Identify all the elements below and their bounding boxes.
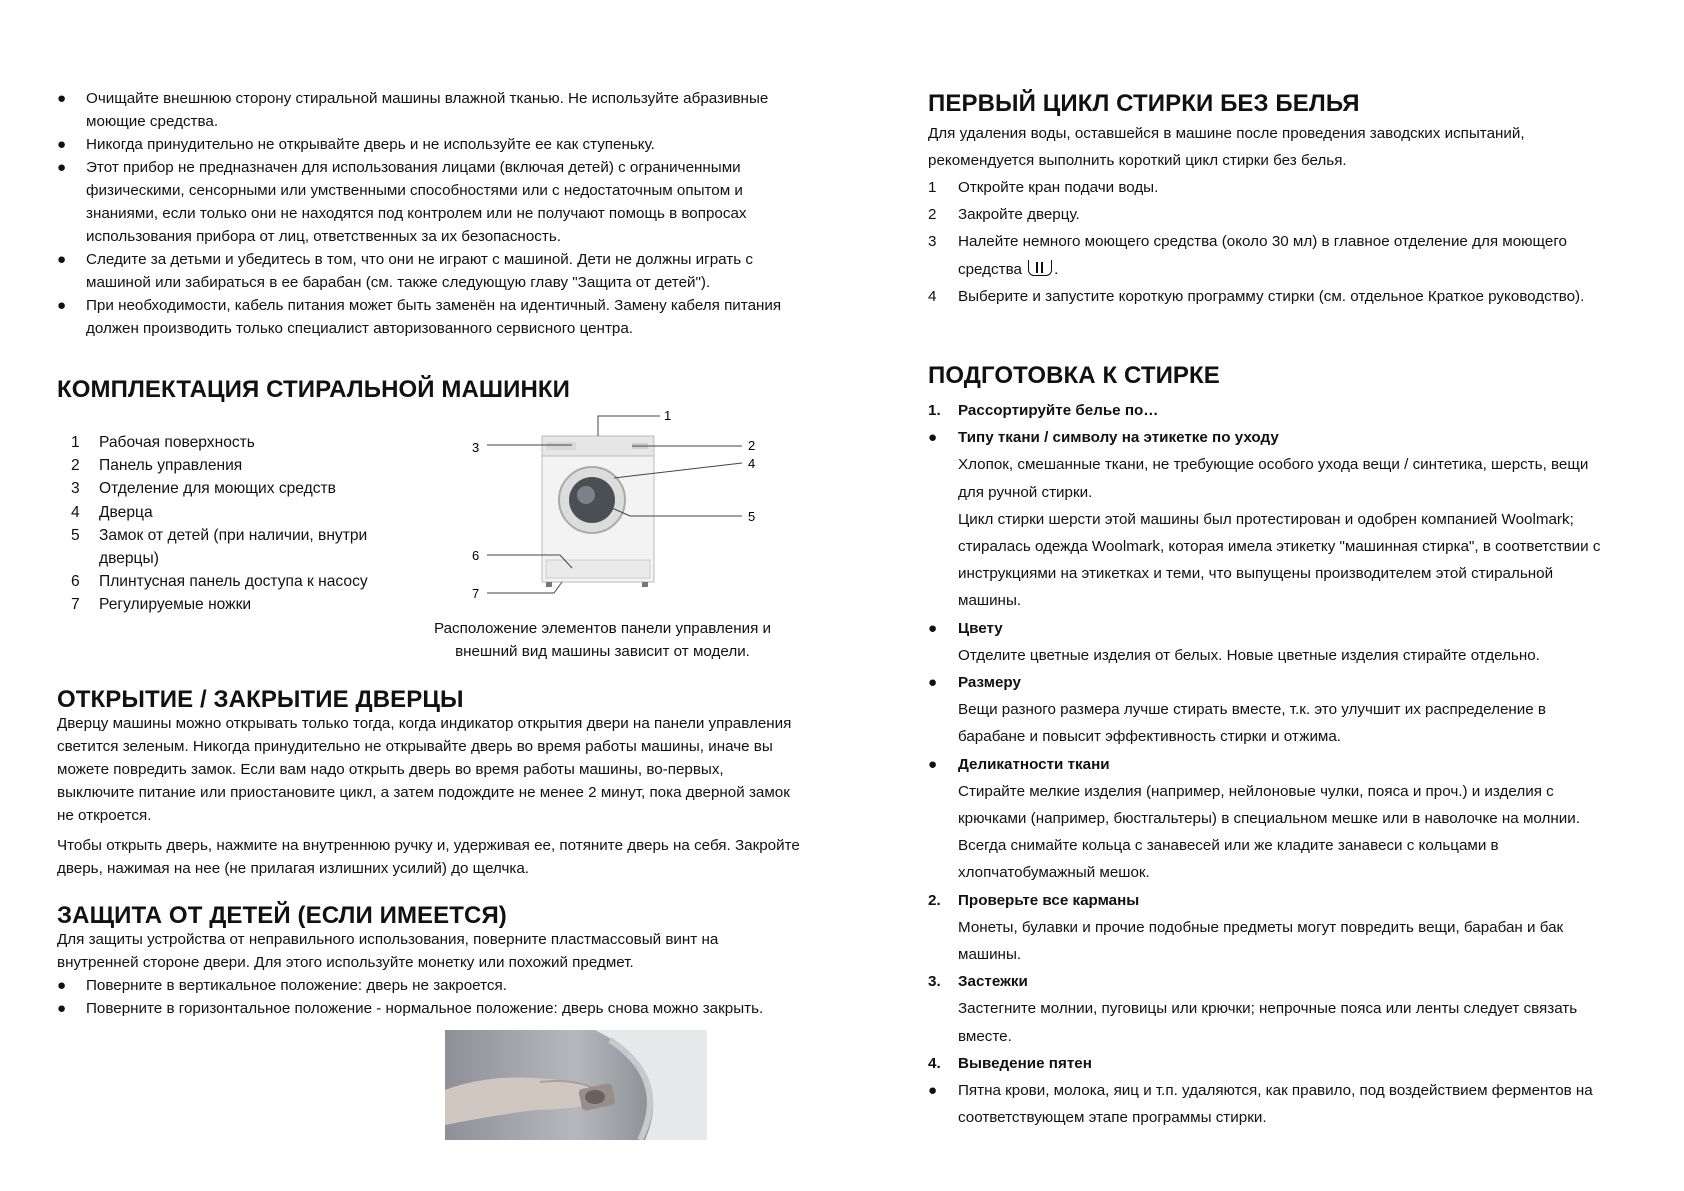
prep-step: 3. Застежки [928, 973, 1028, 991]
door-paragraph-1: Дверцу машины можно открывать только тогда, когда индикатор открытия двери на панели управления светится зеленым. Никогда принудительно не открывайте дверь во время работы машины, иначе вы можете повредить замок. Если вам надо открыть дверь во время работы машины, во-первых, выключите питание или приостановите цикл, а затем подождите не менее 2 минут, пока дверной замок не откроется. [57, 715, 792, 824]
first-cycle-intro: Для удаления воды, оставшейся в машине после проведения заводских испытаний, рекомендуется выполнить короткий цикл стирки без белья. [928, 125, 1525, 170]
diagram-label: 1 [664, 408, 672, 423]
child-lock-photo [445, 1030, 707, 1140]
prep-text: Отделите цветные изделия от белых. Новые цветные изделия стирайте отдельно. [958, 646, 1540, 664]
child-lock-paragraph: Для защиты устройства от неправильного использования, поверните пластмассовый винт на внутренней стороне двери. Для этого используйте монетку или похожий предмет. [57, 931, 719, 971]
first-cycle-step: 2 Закройте дверцу. [928, 206, 1080, 224]
washing-machine-icon [542, 436, 654, 587]
child-lock-bullet: ● Поверните в вертикальное положение: дверь не закроется. [57, 977, 507, 994]
first-cycle-steps [928, 174, 1608, 310]
first-cycle-step: 1 Откройте кран подачи воды. [928, 179, 1159, 196]
parts-list-item: 5 Замок от детей (при наличии, внутри дверцы) [71, 526, 368, 568]
door-paragraph-2: Чтобы открыть дверь, нажмите на внутреннюю ручку и, удерживая ее, потяните дверь на себя. Закройте дверь, нажимая на нее (не прилагая излишних усилий) до щелчка. [57, 837, 800, 877]
diagram-caption: Расположение элементов панели управления и внешний вид машины зависит от модели. [433, 620, 772, 660]
parts-list [57, 431, 402, 617]
parts-list-item: 3 Отделение для моющих средств [71, 480, 336, 498]
diagram-label: 2 [748, 438, 756, 453]
prep-text: Цикл стирки шерсти этой машины был протестирован и одобрен компанией Woolmark; стиралась одежда Woolmark, которая имела этикетку "машинная стирка", в соответствии с инструкциями на этикетках и теми, что выпущены производителем этой стиральной машины. [958, 510, 1601, 610]
care-bullet-list [57, 87, 802, 340]
detergent-compartment-icon [1028, 260, 1052, 276]
prep-bullet: ● Типу ткани / символу на этикетке по уходу [928, 429, 1279, 447]
prep-text: Хлопок, смешанные ткани, не требующие особого ухода вещи / синтетика, шерсть, вещи для ручной стирки. [958, 456, 1589, 501]
child-lock-heading: ЗАЩИТА ОТ ДЕТЕЙ (ЕСЛИ ИМЕЕТСЯ) [57, 902, 507, 929]
door-heading: ОТКРЫТИЕ / ЗАКРЫТИЕ ДВЕРЦЫ [57, 686, 464, 713]
care-bullet: ● Этот прибор не предназначен для использования лицами (включая детей) с ограниченными физическими, сенсорными или умственными способностями или с недостаточным опытом и знаниями, если только они не находятся под контролем или не получают помощь в вопросах использования прибора от лиц, ответственных за их безопасность. [57, 159, 747, 245]
parts-list-item: 1 Рабочая поверхность [71, 434, 255, 451]
care-bullet: ● При необходимости, кабель питания может быть заменён на идентичный. Замену кабеля питания должен производить только специалист авторизованного сервисного центра. [57, 297, 782, 337]
parts-list-item: 7 Регулируемые ножки [71, 596, 252, 614]
prep-step: 2. Проверьте все карманы [928, 891, 1140, 909]
prep-list [928, 397, 1608, 1131]
first-cycle-step: 3 Налейте немного моющего средства (около 30 мл) в главное отделение для моющего средства . [928, 233, 1567, 278]
care-bullet: ● Никогда принудительно не открывайте дверь и не используйте ее как ступеньку. [57, 136, 655, 153]
first-cycle-step: 4 Выберите и запустите короткую программу стирки (см. отдельное Краткое руководство). [928, 287, 1585, 305]
diagram-label: 3 [472, 440, 480, 455]
parts-list-item: 4 Дверца [71, 503, 153, 521]
kit-heading: КОМПЛЕКТАЦИЯ СТИРАЛЬНОЙ МАШИНКИ [57, 376, 571, 403]
parts-list-item: 2 Панель управления [71, 457, 243, 475]
washing-machine-diagram [442, 400, 822, 615]
care-bullet: ● Очищайте внешнюю сторону стиральной машины влажной тканью. Не используйте абразивные моющие средства. [57, 90, 769, 130]
prep-bullet: ● Размеру [928, 674, 1021, 692]
prep-step: 1. Рассортируйте белье по… [928, 402, 1159, 419]
prep-text: Монеты, булавки и прочие подобные предметы могут повредить вещи, барабан и бак машины. [958, 918, 1564, 964]
prep-bullet: ● Цвету [928, 619, 1003, 637]
care-bullet: ● Следите за детьми и убедитесь в том, что они не играют с машиной. Дети не должны играть с машиной или забираться в ее барабан (см. также следующую главу "Защита от детей"). [57, 251, 753, 291]
prep-text: Застегните молнии, пуговицы или крючки; непрочные пояса или ленты следует связать вместе. [958, 1000, 1578, 1045]
child-lock-bullet: ● Поверните в горизонтальное положение - нормальное положение: дверь снова можно закрыть. [57, 1000, 764, 1017]
prep-text: Вещи разного размера лучше стирать вместе, т.к. это улучшит их распределение в барабане и повысит эффективность стирки и отжима. [958, 701, 1547, 746]
child-lock-bullets [57, 974, 817, 1020]
prep-step: 4. Выведение пятен [928, 1054, 1092, 1072]
prep-heading: ПОДГОТОВКА К СТИРКЕ [928, 362, 1220, 389]
prep-text: Стирайте мелкие изделия (например, нейлоновые чулки, пояса и проч.) и изделия с крючками (например, бюстгальтеры) в специальном мешке или в наволочке на молнии. Всегда снимайте кольца с занавесей или же кладите занавеси с кольцами в хлопчатобумажный мешок. [958, 782, 1580, 882]
prep-bullet: ● Деликатности ткани [928, 755, 1110, 773]
diagram-label: 5 [748, 509, 756, 524]
diagram-label: 4 [748, 456, 756, 471]
diagram-label: 6 [472, 548, 480, 563]
parts-list-item: 6 Плинтусная панель доступа к насосу [71, 573, 368, 591]
diagram-label: 7 [472, 586, 480, 601]
prep-bullet: ● Пятна крови, молока, яиц и т.п. удаляются, как правило, под воздействием ферментов на соответствующем этапе программы стирки. [928, 1082, 1593, 1127]
first-cycle-heading: ПЕРВЫЙ ЦИКЛ СТИРКИ БЕЗ БЕЛЬЯ [928, 90, 1360, 117]
